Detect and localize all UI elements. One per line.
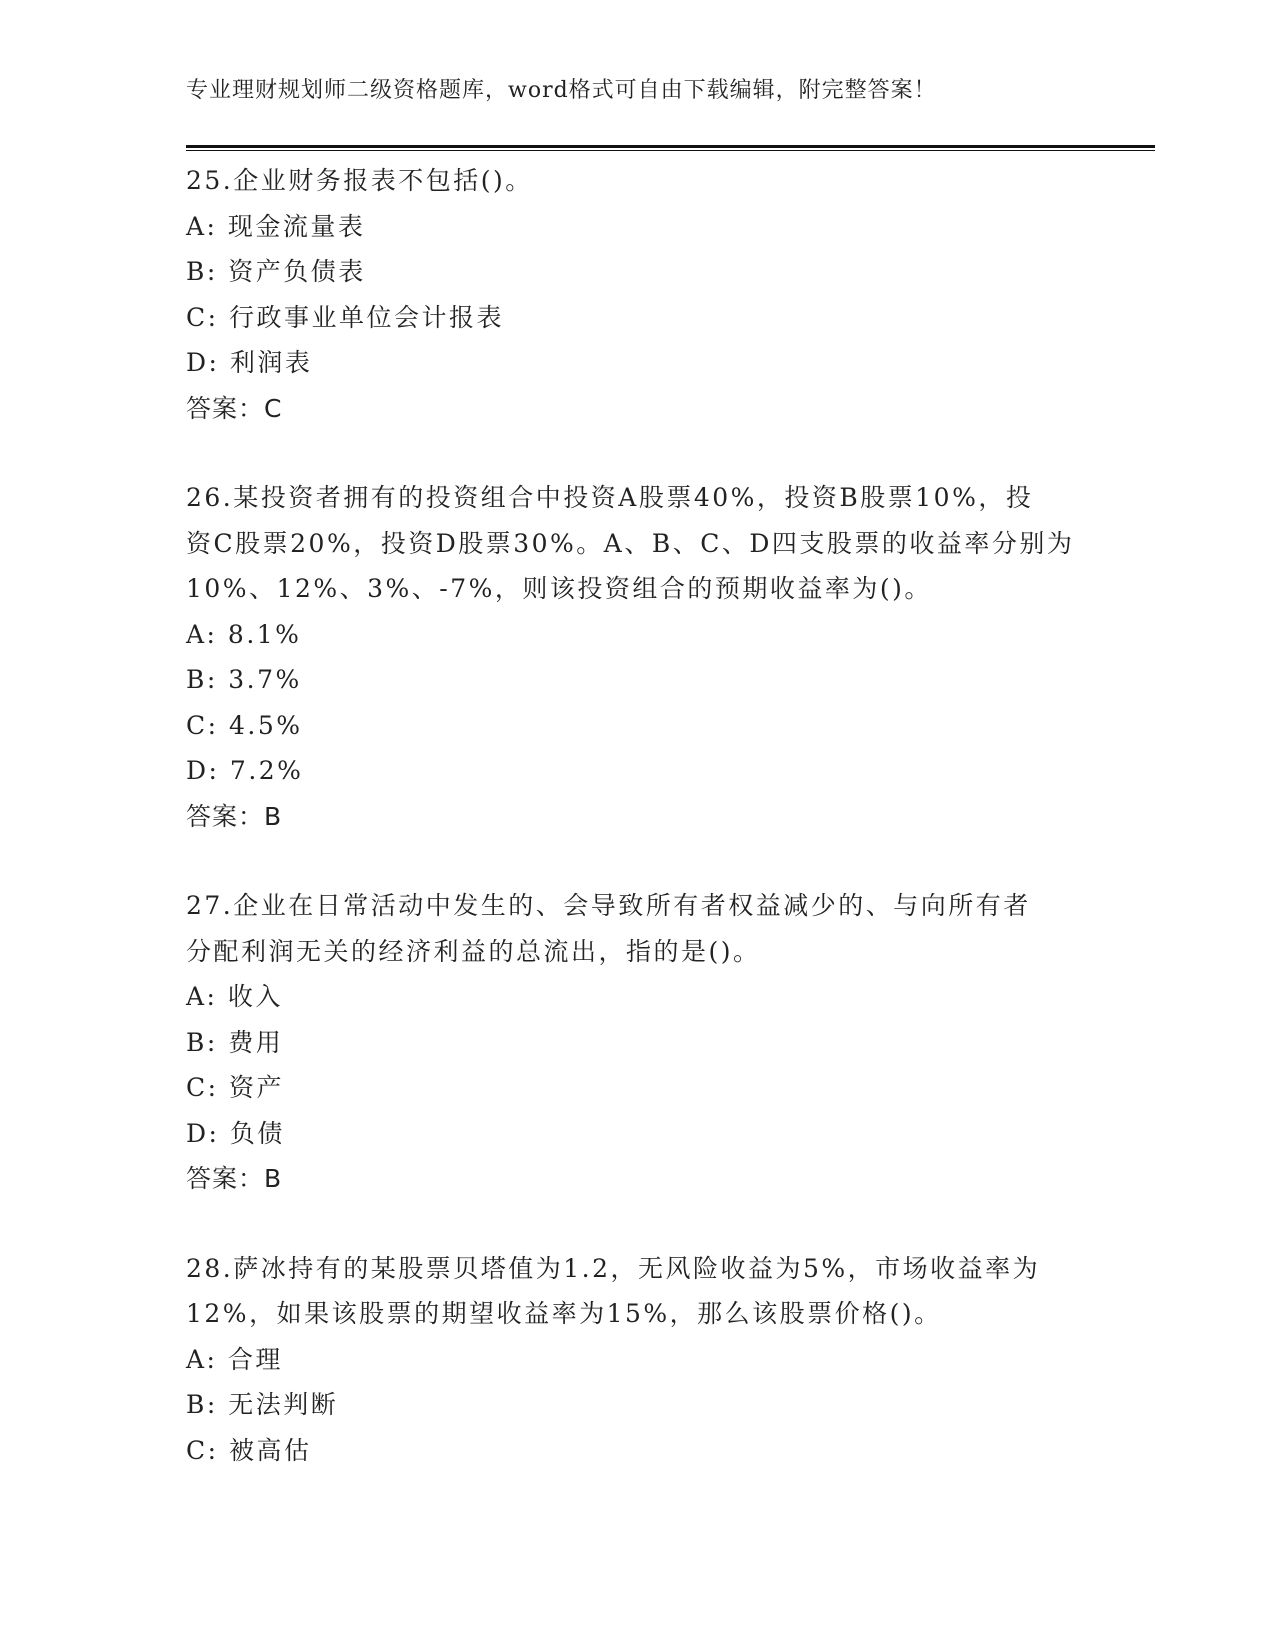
option-c: C: 4.5% (186, 710, 303, 740)
question-list (186, 158, 1086, 1517)
option-a: A: 合理 (186, 1344, 283, 1374)
option-b: B: 资产负债表 (186, 257, 366, 286)
question-25 (186, 158, 1086, 431)
option-b: B: 无法判断 (186, 1390, 339, 1419)
header-divider (186, 145, 1155, 151)
option-a: A: 现金流量表 (186, 211, 366, 241)
option-d: D: 7.2% (186, 756, 304, 785)
answer-label: 答案：C (186, 393, 283, 423)
question-26 (186, 475, 1086, 839)
question-stem: 28.萨冰持有的某股票贝塔值为1.2，无风险收益为5%，市场收益率为 (186, 1253, 1041, 1283)
option-a: A: 收入 (186, 982, 283, 1011)
option-d: D: 利润表 (186, 348, 313, 377)
question-stem: 26.某投资者拥有的投资组合中投资A股票40%，投资B股票10%，投 (186, 483, 1034, 512)
question-stem: 分配利润无关的经济利益的总流出，指的是()。 (186, 936, 761, 966)
option-c: C: 被高估 (186, 1435, 312, 1465)
option-c: C: 行政事业单位会计报表 (186, 302, 504, 332)
question-27 (186, 883, 1086, 1202)
option-c: C: 资产 (186, 1073, 284, 1102)
option-b: B: 费用 (186, 1027, 284, 1057)
answer-label: 答案：B (186, 801, 283, 831)
question-stem: 25.企业财务报表不包括()。 (186, 166, 533, 195)
option-b: B: 3.7% (186, 665, 302, 694)
question-stem: 10%、12%、3%、-7%，则该投资组合的预期收益率为()。 (186, 574, 932, 603)
page-header: 专业理财规划师二级资格题库，word格式可自由下载编辑，附完整答案！ (186, 78, 937, 103)
question-stem: 12%，如果该股票的期望收益率为15%，那么该股票价格()。 (186, 1299, 942, 1328)
question-stem: 资C股票20%，投资D股票30%。A、B、C、D四支股票的收益率分别为 (186, 528, 1075, 558)
option-d: D: 负债 (186, 1118, 285, 1148)
question-28 (186, 1246, 1086, 1474)
answer-label: 答案：B (186, 1164, 283, 1193)
question-stem: 27.企业在日常活动中发生的、会导致所有者权益减少的、与向所有者 (186, 891, 1031, 920)
option-a: A: 8.1% (186, 619, 302, 649)
